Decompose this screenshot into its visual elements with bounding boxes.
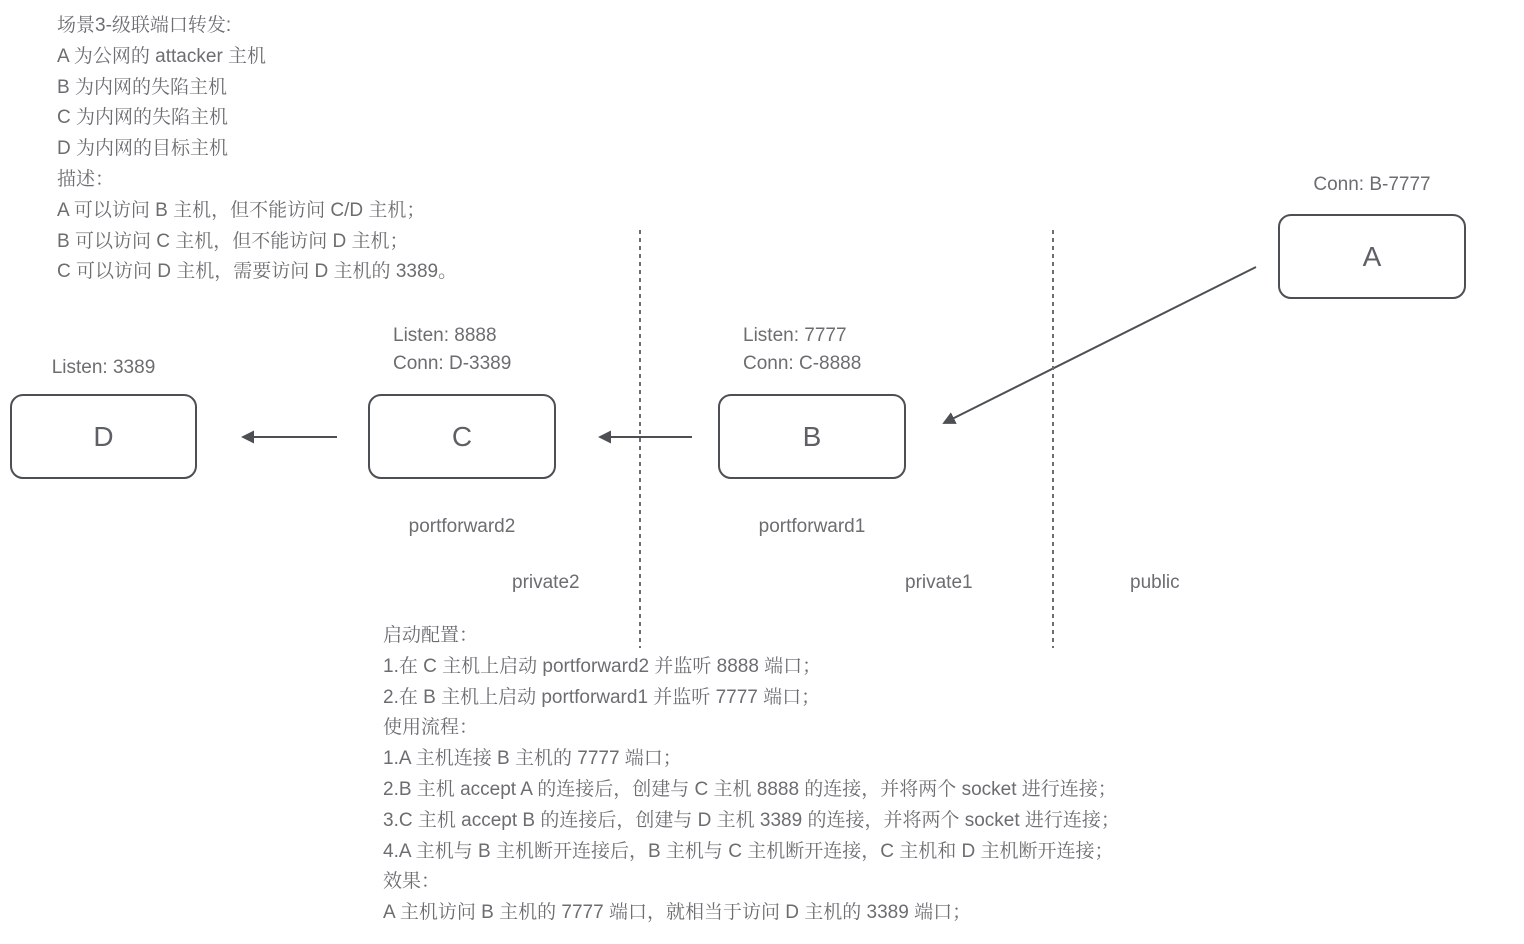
scenario-line-access-bc: B 可以访问 C 主机，但不能访问 D 主机； [57,230,409,252]
instructions-line-effect-header: 效果： [383,871,441,893]
instructions-line-config-2: 2.在 B 主机上启动 portforward1 并监听 7777 端口； [383,686,821,708]
node-a-box [1278,214,1466,299]
node-c-listen-label: Listen: 8888 [393,325,497,346]
zone-divider-private2-private1 [639,230,641,648]
instructions-line-flow-3: 3.C 主机 accept B 的连接后，创建与 D 主机 3389 的连接，并将两个 socket 进行连接； [383,809,1120,831]
node-a-conn-label: Conn: B-7777 [1313,174,1431,195]
node-b-listen-label: Listen: 7777 [743,325,847,346]
node-c-box [368,394,556,479]
node-b-label: B [802,420,822,452]
usage-instructions [383,621,1120,929]
scenario-line-host-a: A 为公网的 attacker 主机 [57,45,267,67]
arrow-a-to-b [944,267,1256,423]
instructions-line-config-header: 启动配置： [383,625,479,646]
node-b-tool-label: portforward1 [758,516,866,537]
node-b-ports-annotation [743,322,861,377]
scenario-line-host-d: D 为内网的目标主机 [57,138,229,160]
node-c-conn-label: Conn: D-3389 [393,352,512,374]
zone-divider-private1-public [1052,230,1054,648]
node-c-tool-label: portforward2 [408,516,516,537]
instructions-line-flow-header: 使用流程： [383,717,479,739]
node-a-label: A [1362,240,1382,272]
instructions-line-effect: A 主机访问 B 主机的 7777 端口，就相当于访问 D 主机的 3389 端口； [383,902,972,924]
zone-label-public: public [1130,572,1180,593]
scenario-line-title: 场景3-级联端口转发: [57,15,232,36]
node-c-ports-annotation [393,322,511,377]
node-b-box [718,394,906,479]
instructions-line-flow-4: 4.A 主机与 B 主机断开连接后，B 主机与 C 主机断开连接，C 主机和 D 主机断开连接； [383,840,1114,862]
node-d-label: D [93,420,114,452]
instructions-line-flow-2: 2.B 主机 accept A 的连接后，创建与 C 主机 8888 的连接，并将两个 socket 进行连接； [383,778,1117,800]
node-b-conn-label: Conn: C-8888 [743,352,862,374]
node-d-listen-label: Listen: 3389 [51,357,156,378]
scenario-line-access-ab: A 可以访问 B 主机，但不能访问 C/D 主机； [57,199,426,221]
scenario-description [57,11,457,288]
zone-label-private2: private2 [512,572,580,593]
scenario-line-host-b: B 为内网的失陷主机 [57,76,227,98]
instructions-line-config-1: 1.在 C 主机上启动 portforward2 并监听 8888 端口； [383,655,822,677]
instructions-line-flow-1: 1.A 主机连接 B 主机的 7777 端口； [383,748,682,770]
scenario-line-desc-header: 描述： [57,168,115,190]
node-c-label: C [451,420,473,452]
scenario-line-host-c: C 为内网的失陷主机 [57,107,229,129]
scenario-line-access-cd: C 可以访问 D 主机，需要访问 D 主机的 3389。 [57,261,458,283]
node-d-box [10,394,197,479]
zone-label-private1: private1 [905,572,973,593]
